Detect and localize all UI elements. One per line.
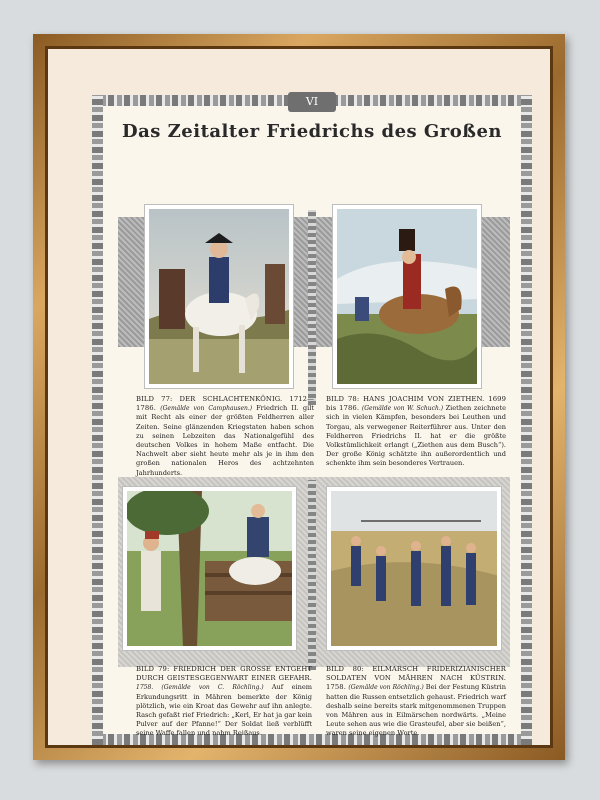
- plate-79-head: BILD 79: FRIEDRICH DER GROSSE ENTGEHT DURCH GEISTESGEGENWART EINER GEFAHR.: [136, 665, 312, 683]
- plate-77-image: [144, 204, 294, 389]
- album-sheet: [92, 95, 532, 745]
- center-divider-bottom: [308, 480, 316, 670]
- frame-inner-edge: [45, 46, 553, 748]
- painting-frederick-and-croat: [127, 491, 292, 646]
- plate-80-credit: (Gemälde von Röchling.): [348, 684, 426, 692]
- picture-frame: [33, 34, 565, 760]
- plate-77-head: BILD 77: DER SCHLACHTENKÖNIG. 1712—1786.: [136, 395, 314, 413]
- plate-80-body: Bei der Festung Küstrin hatten die Russen entsetzlich gehaust. Friedrich warf deshalb seine bereits stark mitgenommenen Truppen von Mähren aus in Eilmärschen nordwärts. „Meine Leute sehen aus wie die Grasteufel, aber sie beißen“, waren seine eigenen Worte.: [326, 683, 506, 738]
- plate-78-body: Ziethen zeichnete sich in vielen Kämpfen, besonders bei Leuthen und Torgau, als verwegener Reiterführer aus. Unter den Feldherren Friedrichs II. hat er die größte Volkstümlichkeit erlangt („Ziethen aus dem Busch“). Der große König schätzte ihn außerordentlich und schenkte ihm sein besonderes Vertrauen.: [326, 404, 506, 468]
- mat-board: [48, 49, 550, 745]
- plate-78-image: [332, 204, 482, 389]
- plate-80-head: BILD 80: EILMARSCH FRIDERIZIANISCHER SOLDATEN VON MÄHREN NACH KÜSTRIN. 1758.: [326, 665, 506, 692]
- plate-80-image: [326, 486, 502, 651]
- center-divider-top: [308, 210, 316, 405]
- painting-forced-march: [331, 491, 497, 646]
- plate-78-head: BILD 78: HANS JOACHIM VON ZIETHEN. 1699 bis 1786.: [326, 395, 506, 413]
- plate-77-caption: [136, 395, 314, 478]
- plate-79-body: Auf einem Erkundungsritt in Mähren bemerkte der König plötzlich, wie ein Kroat das Gewehr auf ihn anlegte. Rasch gefaßt rief Friedrich: „Kerl, Er hat ja gar kein Pulver auf der Pfanne!“ Der Soldat ließ verblüfft seine Waffe fallen und nahm Reißaus.: [136, 683, 312, 738]
- page-title: Das Zeitalter Friedrichs des Großen: [121, 121, 503, 142]
- border-left: [92, 95, 103, 745]
- painting-frederick-on-horseback: [149, 209, 289, 384]
- plate-78-caption: [326, 395, 506, 469]
- sheet-numeral: VI: [288, 92, 336, 112]
- plate-77-credit: (Gemälde von Camphausen.): [160, 405, 257, 413]
- plate-79-credit: 1758. (Gemälde von C. Röchling.): [136, 684, 272, 692]
- plate-79-image: [122, 486, 297, 651]
- plate-80-caption: [326, 665, 506, 739]
- plate-79-caption: [136, 665, 312, 739]
- border-right: [521, 95, 532, 745]
- painting-ziethen-hussar: [337, 209, 477, 384]
- plate-78-credit: (Gemälde von W. Schuch.): [361, 405, 446, 413]
- plate-77-body: Friedrich II. gilt mit Recht als einer der größten Feldherren aller Zeiten. Seine glänzenden Kriegstaten haben schon zu seinen Lebzeiten das Nationalgefühl des deutschen Volkes in hohem Maße entfacht. Die Nachwelt aber sieht heute mehr als je in ihm den großen nationalen Heros des achtzehnten Jahrhunderts.: [136, 404, 314, 477]
